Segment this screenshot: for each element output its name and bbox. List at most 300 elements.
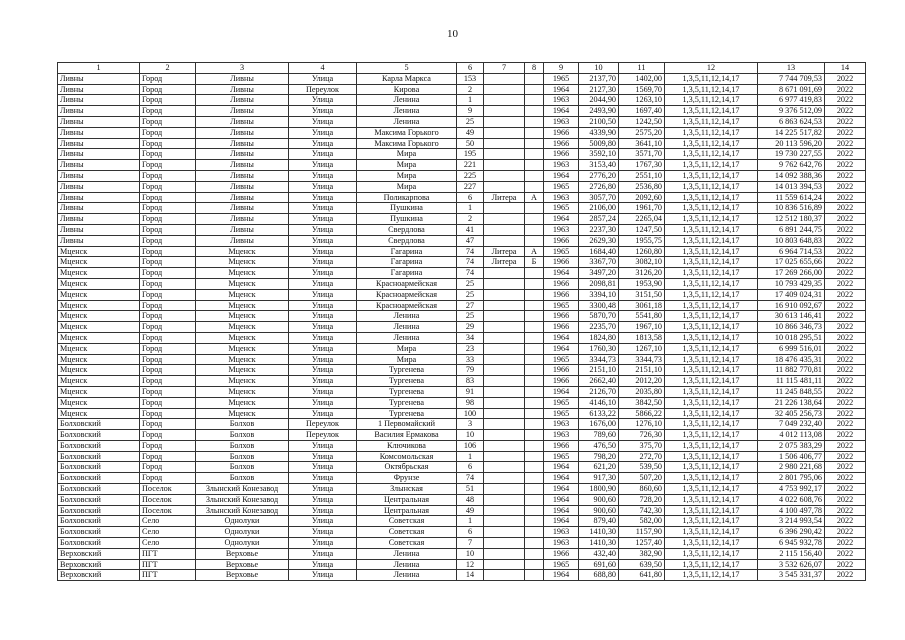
cell-year: 2022 <box>825 570 866 581</box>
cell-year: 2022 <box>825 214 866 225</box>
cell-work-types: 1,3,5,11,12,14,17 <box>665 527 758 538</box>
cell-building-letter <box>525 473 544 484</box>
cell-street-type: Улица <box>289 365 357 376</box>
cell-building-letter <box>525 538 544 549</box>
cell-street-type: Улица <box>289 386 357 397</box>
cell-district: Мценск <box>58 354 140 365</box>
cell-settlement: Болхов <box>196 473 289 484</box>
cell-cost: 7 049 232,40 <box>758 419 825 430</box>
cell-house-number: 221 <box>457 160 484 171</box>
cell-build-year: 1964 <box>544 84 579 95</box>
cell-work-types: 1,3,5,11,12,14,17 <box>665 322 758 333</box>
cell-build-year: 1963 <box>544 419 579 430</box>
cell-settlement-type: ПГТ <box>140 548 196 559</box>
cell-house-number: 25 <box>457 278 484 289</box>
table-row <box>58 160 866 171</box>
cell-total-area: 2237,30 <box>579 224 619 235</box>
cell-residential-area: 639,50 <box>619 559 665 570</box>
cell-street: Ленина <box>357 95 457 106</box>
cell-building-letter <box>525 268 544 279</box>
cell-settlement: Болхов <box>196 451 289 462</box>
cell-work-types: 1,3,5,11,12,14,17 <box>665 311 758 322</box>
cell-build-year: 1966 <box>544 365 579 376</box>
cell-building-letter <box>525 354 544 365</box>
cell-residential-area: 3344,73 <box>619 354 665 365</box>
cell-building-letter-label <box>484 548 525 559</box>
cell-build-year: 1966 <box>544 548 579 559</box>
cell-cost: 11 115 481,11 <box>758 376 825 387</box>
cell-house-number: 10 <box>457 548 484 559</box>
cell-settlement: Ливны <box>196 170 289 181</box>
cell-street-type: Улица <box>289 235 357 246</box>
cell-work-types: 1,3,5,11,12,14,17 <box>665 149 758 160</box>
cell-settlement: Мценск <box>196 300 289 311</box>
cell-year: 2022 <box>825 484 866 495</box>
cell-work-types: 1,3,5,11,12,14,17 <box>665 84 758 95</box>
cell-total-area: 2044,90 <box>579 95 619 106</box>
table-row <box>58 473 866 484</box>
cell-work-types: 1,3,5,11,12,14,17 <box>665 224 758 235</box>
cell-district: Мценск <box>58 365 140 376</box>
cell-building-letter <box>525 116 544 127</box>
cell-build-year: 1966 <box>544 289 579 300</box>
cell-district: Болховский <box>58 484 140 495</box>
cell-settlement: Мценск <box>196 354 289 365</box>
cell-residential-area: 1813,58 <box>619 332 665 343</box>
cell-district: Болховский <box>58 527 140 538</box>
cell-house-number: 14 <box>457 570 484 581</box>
cell-building-letter <box>525 505 544 516</box>
table-row <box>58 138 866 149</box>
cell-work-types: 1,3,5,11,12,14,17 <box>665 343 758 354</box>
cell-settlement-type: Город <box>140 127 196 138</box>
cell-house-number: 6 <box>457 527 484 538</box>
cell-residential-area: 2035,80 <box>619 386 665 397</box>
cell-total-area: 2126,70 <box>579 386 619 397</box>
cell-building-letter-label <box>484 203 525 214</box>
cell-street-type: Улица <box>289 127 357 138</box>
cell-total-area: 3394,10 <box>579 289 619 300</box>
column-header-4: 4 <box>289 63 357 74</box>
cell-total-area: 3344,73 <box>579 354 619 365</box>
cell-total-area: 3592,10 <box>579 149 619 160</box>
cell-settlement-type: Город <box>140 192 196 203</box>
cell-residential-area: 1263,10 <box>619 95 665 106</box>
cell-street: Ленина <box>357 548 457 559</box>
cell-street-type: Улица <box>289 484 357 495</box>
cell-house-number: 33 <box>457 354 484 365</box>
column-number-header-row <box>58 63 866 74</box>
cell-total-area: 1824,80 <box>579 332 619 343</box>
table-row <box>58 149 866 160</box>
cell-street-type: Улица <box>289 516 357 527</box>
cell-build-year: 1966 <box>544 322 579 333</box>
cell-settlement: Верховье <box>196 548 289 559</box>
cell-building-letter <box>525 73 544 84</box>
cell-settlement: Ливны <box>196 127 289 138</box>
cell-house-number: 23 <box>457 343 484 354</box>
cell-settlement: Верховье <box>196 570 289 581</box>
cell-residential-area: 641,80 <box>619 570 665 581</box>
cell-building-letter <box>525 214 544 225</box>
cell-district: Ливны <box>58 127 140 138</box>
cell-house-number: 3 <box>457 419 484 430</box>
cell-house-number: 225 <box>457 170 484 181</box>
cell-work-types: 1,3,5,11,12,14,17 <box>665 548 758 559</box>
cell-build-year: 1965 <box>544 451 579 462</box>
cell-settlement: Мценск <box>196 322 289 333</box>
cell-cost: 10 803 648,83 <box>758 235 825 246</box>
cell-cost: 3 532 626,07 <box>758 559 825 570</box>
cell-street: Ленина <box>357 322 457 333</box>
cell-street: Поликарпова <box>357 192 457 203</box>
cell-building-letter: Б <box>525 257 544 268</box>
cell-build-year: 1965 <box>544 559 579 570</box>
cell-district: Ливны <box>58 224 140 235</box>
cell-settlement: Болхов <box>196 419 289 430</box>
column-header-10: 10 <box>579 63 619 74</box>
cell-cost: 20 113 596,20 <box>758 138 825 149</box>
cell-building-letter <box>525 224 544 235</box>
cell-settlement: Верховье <box>196 559 289 570</box>
cell-residential-area: 3641,10 <box>619 138 665 149</box>
cell-build-year: 1963 <box>544 95 579 106</box>
cell-settlement: Ливны <box>196 235 289 246</box>
cell-street: Василия Ермакова <box>357 430 457 441</box>
column-header-5: 5 <box>357 63 457 74</box>
cell-cost: 12 512 180,37 <box>758 214 825 225</box>
cell-settlement-type: Город <box>140 246 196 257</box>
cell-work-types: 1,3,5,11,12,14,17 <box>665 365 758 376</box>
table-row <box>58 246 866 257</box>
cell-building-letter-label <box>484 484 525 495</box>
cell-house-number: 195 <box>457 149 484 160</box>
cell-settlement-type: Город <box>140 106 196 117</box>
cell-district: Мценск <box>58 246 140 257</box>
table-row <box>58 311 866 322</box>
cell-year: 2022 <box>825 289 866 300</box>
cell-year: 2022 <box>825 343 866 354</box>
cell-work-types: 1,3,5,11,12,14,17 <box>665 257 758 268</box>
cell-district: Ливны <box>58 73 140 84</box>
cell-house-number: 50 <box>457 138 484 149</box>
page-number: 10 <box>447 28 458 40</box>
cell-street-type: Улица <box>289 278 357 289</box>
cell-district: Ливны <box>58 181 140 192</box>
cell-street-type: Улица <box>289 289 357 300</box>
cell-build-year: 1965 <box>544 300 579 311</box>
cell-settlement: Мценск <box>196 343 289 354</box>
cell-build-year: 1964 <box>544 268 579 279</box>
cell-street: Ленина <box>357 332 457 343</box>
cell-street-type: Улица <box>289 451 357 462</box>
cell-settlement-type: Город <box>140 268 196 279</box>
cell-cost: 2 115 156,40 <box>758 548 825 559</box>
cell-year: 2022 <box>825 127 866 138</box>
cell-residential-area: 3061,18 <box>619 300 665 311</box>
cell-residential-area: 539,50 <box>619 462 665 473</box>
cell-street: Гагарина <box>357 257 457 268</box>
cell-house-number: 1 <box>457 516 484 527</box>
cell-street-type: Улица <box>289 203 357 214</box>
cell-street-type: Улица <box>289 505 357 516</box>
cell-building-letter-label <box>484 224 525 235</box>
cell-building-letter-label: Литера <box>484 257 525 268</box>
cell-build-year: 1966 <box>544 149 579 160</box>
cell-build-year: 1964 <box>544 462 579 473</box>
cell-street: Ключикова <box>357 440 457 451</box>
cell-house-number: 74 <box>457 268 484 279</box>
cell-street-type: Улица <box>289 376 357 387</box>
cell-year: 2022 <box>825 397 866 408</box>
cell-year: 2022 <box>825 278 866 289</box>
table-row <box>58 116 866 127</box>
cell-residential-area: 272,70 <box>619 451 665 462</box>
cell-year: 2022 <box>825 527 866 538</box>
cell-building-letter <box>525 203 544 214</box>
cell-house-number: 2 <box>457 84 484 95</box>
cell-house-number: 153 <box>457 73 484 84</box>
cell-work-types: 1,3,5,11,12,14,17 <box>665 484 758 495</box>
cell-house-number: 1 <box>457 451 484 462</box>
cell-total-area: 2493,90 <box>579 106 619 117</box>
cell-residential-area: 726,30 <box>619 430 665 441</box>
cell-cost: 14 013 394,53 <box>758 181 825 192</box>
cell-build-year: 1966 <box>544 235 579 246</box>
cell-cost: 4 100 497,78 <box>758 505 825 516</box>
cell-street-type: Переулок <box>289 84 357 95</box>
cell-build-year: 1965 <box>544 397 579 408</box>
cell-building-letter-label <box>484 170 525 181</box>
cell-build-year: 1966 <box>544 138 579 149</box>
table-row <box>58 127 866 138</box>
cell-settlement: Мценск <box>196 289 289 300</box>
cell-work-types: 1,3,5,11,12,14,17 <box>665 300 758 311</box>
cell-build-year: 1964 <box>544 473 579 484</box>
cell-work-types: 1,3,5,11,12,14,17 <box>665 246 758 257</box>
cell-building-letter <box>525 430 544 441</box>
cell-street-type: Улица <box>289 73 357 84</box>
cell-settlement: Мценск <box>196 397 289 408</box>
cell-total-area: 2857,24 <box>579 214 619 225</box>
cell-residential-area: 2012,20 <box>619 376 665 387</box>
cell-year: 2022 <box>825 192 866 203</box>
column-header-3: 3 <box>196 63 289 74</box>
cell-residential-area: 3082,10 <box>619 257 665 268</box>
cell-building-letter <box>525 343 544 354</box>
cell-year: 2022 <box>825 462 866 473</box>
cell-total-area: 2776,20 <box>579 170 619 181</box>
cell-house-number: 79 <box>457 365 484 376</box>
cell-work-types: 1,3,5,11,12,14,17 <box>665 386 758 397</box>
cell-settlement-type: Город <box>140 354 196 365</box>
cell-house-number: 83 <box>457 376 484 387</box>
cell-work-types: 1,3,5,11,12,14,17 <box>665 419 758 430</box>
cell-street: Ленина <box>357 106 457 117</box>
table-row <box>58 354 866 365</box>
cell-building-letter-label <box>484 311 525 322</box>
cell-building-letter-label <box>484 408 525 419</box>
cell-settlement-type: Город <box>140 214 196 225</box>
cell-cost: 2 801 795,06 <box>758 473 825 484</box>
cell-street: Красноармейская <box>357 278 457 289</box>
cell-house-number: 25 <box>457 311 484 322</box>
cell-house-number: 74 <box>457 257 484 268</box>
cell-work-types: 1,3,5,11,12,14,17 <box>665 95 758 106</box>
cell-building-letter <box>525 138 544 149</box>
cell-settlement-type: Город <box>140 376 196 387</box>
cell-street-type: Улица <box>289 354 357 365</box>
cell-work-types: 1,3,5,11,12,14,17 <box>665 106 758 117</box>
table-row <box>58 559 866 570</box>
cell-building-letter <box>525 289 544 300</box>
cell-residential-area: 1767,30 <box>619 160 665 171</box>
table-row <box>58 332 866 343</box>
cell-street-type: Переулок <box>289 430 357 441</box>
cell-street-type: Улица <box>289 397 357 408</box>
table-row <box>58 257 866 268</box>
cell-settlement-type: Город <box>140 95 196 106</box>
cell-settlement-type: Город <box>140 386 196 397</box>
cell-house-number: 2 <box>457 214 484 225</box>
cell-district: Мценск <box>58 289 140 300</box>
cell-total-area: 900,60 <box>579 505 619 516</box>
cell-street-type: Улица <box>289 343 357 354</box>
cell-street-type: Улица <box>289 322 357 333</box>
cell-total-area: 4146,10 <box>579 397 619 408</box>
cell-build-year: 1965 <box>544 203 579 214</box>
cell-house-number: 47 <box>457 235 484 246</box>
cell-street: Ленина <box>357 570 457 581</box>
cell-settlement-type: Город <box>140 289 196 300</box>
cell-residential-area: 1242,50 <box>619 116 665 127</box>
cell-residential-area: 2551,10 <box>619 170 665 181</box>
cell-building-letter <box>525 484 544 495</box>
table-row <box>58 538 866 549</box>
cell-building-letter-label <box>484 538 525 549</box>
cell-building-letter-label <box>484 430 525 441</box>
cell-settlement: Мценск <box>196 278 289 289</box>
cell-street: Центральная <box>357 505 457 516</box>
cell-building-letter-label <box>484 289 525 300</box>
cell-house-number: 74 <box>457 473 484 484</box>
table-row <box>58 386 866 397</box>
cell-year: 2022 <box>825 408 866 419</box>
cell-building-letter <box>525 95 544 106</box>
cell-house-number: 74 <box>457 246 484 257</box>
cell-house-number: 10 <box>457 430 484 441</box>
cell-building-letter <box>525 440 544 451</box>
cell-total-area: 691,60 <box>579 559 619 570</box>
cell-street-type: Улица <box>289 106 357 117</box>
cell-residential-area: 375,70 <box>619 440 665 451</box>
cell-total-area: 5870,70 <box>579 311 619 322</box>
cell-cost: 1 506 406,77 <box>758 451 825 462</box>
cell-work-types: 1,3,5,11,12,14,17 <box>665 570 758 581</box>
cell-total-area: 789,60 <box>579 430 619 441</box>
cell-building-letter <box>525 419 544 430</box>
cell-cost: 11 882 770,81 <box>758 365 825 376</box>
table-row <box>58 203 866 214</box>
cell-residential-area: 1961,70 <box>619 203 665 214</box>
cell-street: Мира <box>357 160 457 171</box>
cell-total-area: 6133,22 <box>579 408 619 419</box>
cell-street: Тургенева <box>357 376 457 387</box>
cell-building-letter <box>525 149 544 160</box>
cell-year: 2022 <box>825 559 866 570</box>
cell-street: Карла Маркса <box>357 73 457 84</box>
cell-total-area: 3497,20 <box>579 268 619 279</box>
cell-work-types: 1,3,5,11,12,14,17 <box>665 116 758 127</box>
cell-build-year: 1963 <box>544 538 579 549</box>
cell-settlement-type: Город <box>140 430 196 441</box>
cell-street: Ленина <box>357 311 457 322</box>
cell-work-types: 1,3,5,11,12,14,17 <box>665 494 758 505</box>
cell-build-year: 1965 <box>544 354 579 365</box>
cell-building-letter-label <box>484 386 525 397</box>
cell-cost: 8 671 091,69 <box>758 84 825 95</box>
cell-settlement: Мценск <box>196 408 289 419</box>
cell-street-type: Улица <box>289 149 357 160</box>
cell-building-letter-label <box>484 322 525 333</box>
cell-work-types: 1,3,5,11,12,14,17 <box>665 440 758 451</box>
cell-building-letter-label <box>484 570 525 581</box>
cell-district: Ливны <box>58 160 140 171</box>
cell-building-letter <box>525 311 544 322</box>
cell-district: Верховский <box>58 548 140 559</box>
cell-residential-area: 2092,60 <box>619 192 665 203</box>
cell-cost: 2 980 221,68 <box>758 462 825 473</box>
cell-work-types: 1,3,5,11,12,14,17 <box>665 235 758 246</box>
cell-total-area: 2106,00 <box>579 203 619 214</box>
cell-street: Советская <box>357 538 457 549</box>
cell-street-type: Улица <box>289 332 357 343</box>
cell-building-letter-label <box>484 160 525 171</box>
cell-building-letter: А <box>525 246 544 257</box>
cell-street-type: Улица <box>289 95 357 106</box>
cell-cost: 7 744 709,53 <box>758 73 825 84</box>
cell-district: Мценск <box>58 408 140 419</box>
cell-total-area: 621,20 <box>579 462 619 473</box>
cell-building-letter-label: Литера <box>484 246 525 257</box>
cell-cost: 6 891 244,75 <box>758 224 825 235</box>
table-row <box>58 343 866 354</box>
column-header-11: 11 <box>619 63 665 74</box>
cell-street-type: Улица <box>289 570 357 581</box>
cell-cost: 17 269 266,00 <box>758 268 825 279</box>
cell-residential-area: 1157,90 <box>619 527 665 538</box>
cell-residential-area: 1260,80 <box>619 246 665 257</box>
table-row <box>58 289 866 300</box>
cell-street: Тургенева <box>357 365 457 376</box>
cell-total-area: 1410,30 <box>579 527 619 538</box>
cell-building-letter <box>525 408 544 419</box>
cell-work-types: 1,3,5,11,12,14,17 <box>665 170 758 181</box>
cell-house-number: 49 <box>457 505 484 516</box>
cell-building-letter-label <box>484 127 525 138</box>
cell-building-letter-label <box>484 235 525 246</box>
cell-district: Мценск <box>58 300 140 311</box>
cell-building-letter-label <box>484 451 525 462</box>
cell-district: Мценск <box>58 311 140 322</box>
cell-district: Ливны <box>58 235 140 246</box>
cell-build-year: 1963 <box>544 160 579 171</box>
cell-building-letter <box>525 278 544 289</box>
cell-building-letter <box>525 235 544 246</box>
cell-settlement: Ливны <box>196 95 289 106</box>
column-header-13: 13 <box>758 63 825 74</box>
cell-building-letter-label <box>484 365 525 376</box>
